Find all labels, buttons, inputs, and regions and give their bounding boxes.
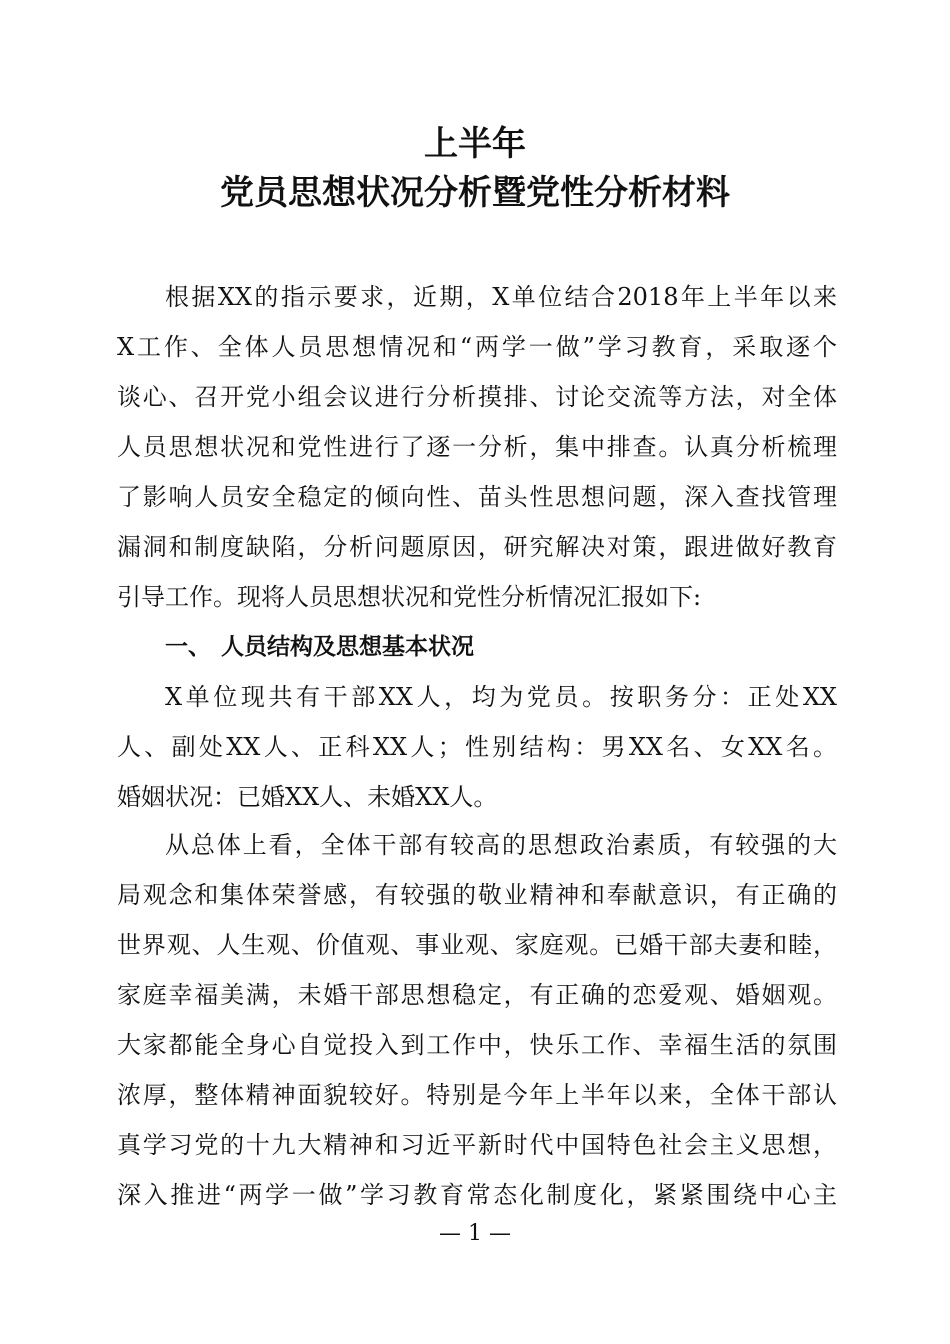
section-heading: [165, 632, 474, 662]
paragraph-line: 深入推进“两学一做”学习教育常态化制度化，紧紧围绕中心主: [117, 1181, 837, 1209]
section-heading-text: 人员结构及思想基本状况: [221, 634, 474, 660]
paragraph-line: 人、副处XX人、正科XX人；性别结构：男XX名、女XX名。: [117, 733, 837, 761]
intro-line: X工作、全体人员思想情况和“两学一做”学习教育，采取逐个: [117, 333, 837, 361]
intro-line: 引导工作。现将人员思想状况和党性分析情况汇报如下:: [117, 583, 702, 611]
paragraph-line: 从总体上看，全体干部有较高的思想政治素质，有较强的大: [165, 831, 837, 859]
intro-line: 根据XX的指示要求，近期，X单位结合2018年上半年以来: [165, 283, 837, 311]
intro-line: 人员思想状况和党性进行了逐一分析，集中排查。认真分析梳理: [117, 433, 837, 461]
paragraph-line: 大家都能全身心自觉投入到工作中，快乐工作、幸福生活的氛围: [117, 1031, 837, 1059]
paragraph-line: 真学习党的十九大精神和习近平新时代中国特色社会主义思想，: [117, 1131, 837, 1159]
paragraph-line: 浓厚，整体精神面貌较好。特别是今年上半年以来，全体干部认: [117, 1081, 837, 1109]
intro-line: 漏洞和制度缺陷，分析问题原因，研究解决对策，跟进做好教育: [117, 533, 837, 561]
paragraph-line: 家庭幸福美满，未婚干部思想稳定，有正确的恋爱观、婚姻观。: [117, 981, 837, 1009]
document-title-line1: 上半年: [424, 124, 526, 164]
document-title-line2: 党员思想状况分析暨党性分析材料: [220, 173, 730, 213]
intro-line: 了影响人员安全稳定的倾向性、苗头性思想问题，深入查找管理: [117, 483, 837, 511]
intro-line: 谈心、召开党小组会议进行分析摸排、讨论交流等方法，对全体: [117, 383, 837, 411]
paragraph-line: 世界观、人生观、价值观、事业观、家庭观。已婚干部夫妻和睦，: [117, 931, 837, 959]
paragraph-line: 婚姻状况：已婚XX人、未婚XX人。: [117, 783, 498, 811]
paragraph-line: 局观念和集体荣誉感，有较强的敬业精神和奉献意识，有正确的: [117, 881, 837, 909]
paragraph-line: X单位现共有干部XX人，均为党员。按职务分：正处XX: [165, 683, 837, 711]
section-number: 一、: [165, 634, 211, 660]
page-number: — 1 —: [439, 1221, 511, 1246]
